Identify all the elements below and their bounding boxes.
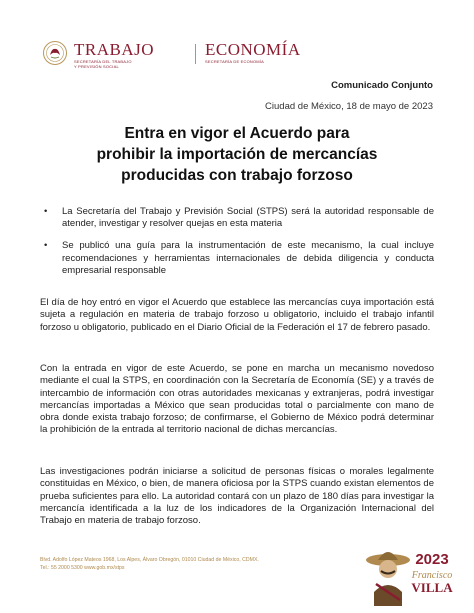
title-line: Entra en vigor el Acuerdo para [124,125,350,142]
body-paragraph: El día de hoy entró en vigor el Acuerdo que establece las mercancías cuya importación está sujeta a regulación en materia de trabajo forzoso u obligatorio, incluido el trabajo infantil forzoso u obligatorio, publicado en el Diario Oficial de la Federación el 17 de febrero pasado. [40,297,434,333]
anniversary-name-2: VILLA [411,580,453,595]
bullet-icon: • [44,240,48,252]
logo-divider [195,44,196,64]
footer [40,556,340,572]
title-line: producidas con trabajo forzoso [121,167,353,184]
summary-bullets [40,206,434,287]
trabajo-wordmark: TRABAJO [74,40,155,59]
bullet-text: La Secretaría del Trabajo y Previsión Social (STPS) será la autoridad responsable de atender, investigar y resolver quejas en esta materia [62,206,434,230]
body-paragraph: Las investigaciones podrán iniciarse a solicitud de personas físicas o morales legalmente constituidas en México, o bien, de manera oficiosa por la STPS cuando existan elementos de prueba suficientes para ello. La autoridad contará con un plazo de 180 días para investigar la mercancía identificada a la luz de los indicadores de la Organización Internacional del Trabajo en materia de trabajo forzoso. [40,466,434,527]
economia-subtitle: SECRETARÍA DE ECONOMÍA [205,59,265,64]
title-line: prohibir la importación de mercancías [96,146,378,163]
bullet-icon: • [44,206,48,217]
anniversary-year: 2023 [415,551,449,568]
portrait-icon [366,552,410,606]
trabajo-subtitle-2: Y PREVISIÓN SOCIAL [74,63,119,69]
francisco-villa-2023-seal [360,542,460,608]
bullet-text: Se publicó una guía para la instrumentación de este mecanismo, la cual incluye recomendaciones y herramientas internacionales de debida diligencia y conducta empresarial responsable [62,240,434,276]
economia-logo [205,41,301,65]
letterhead [42,40,342,70]
body-paragraph: Con la entrada en vigor de este Acuerdo, se pone en marcha un mecanismo novedoso mediante el cual la STPS, en coordinación con la Secretaría de Economía (SE) y a través de intercambio de información con otras autoridades mexicanas y extranjeras, podrá investigar mercancías importadas a México que sean producidas total o parcialmente con mano de obra donde exista trabajo forzoso; de confirmarse, el Gobierno de México podrá determinar la prohibición de la entrada al territorio nacional de dichas mercancías. [40,363,434,436]
trabajo-logo [74,41,159,69]
list-item [40,240,434,277]
list-item [40,206,434,230]
place-date: Ciudad de México, 18 de mayo de 2023 [265,101,433,112]
economia-wordmark: ECONOMÍA [205,40,301,59]
document-type: Comunicado Conjunto [331,80,433,91]
footer-contact: Tel.: 55 2000 5300 www.gob.mx/stps [40,565,125,571]
trabajo-subtitle-1: SECRETARÍA DEL TRABAJO [74,59,132,64]
footer-address: Blvd. Adolfo López Mateos 1968, Los Alpes, Álvaro Obregón, 01010 Ciudad de México, CDMX. [40,557,259,563]
anniversary-name-1: Francisco [411,570,453,581]
page-title [60,123,414,186]
eagle-emblem-icon [42,40,68,66]
